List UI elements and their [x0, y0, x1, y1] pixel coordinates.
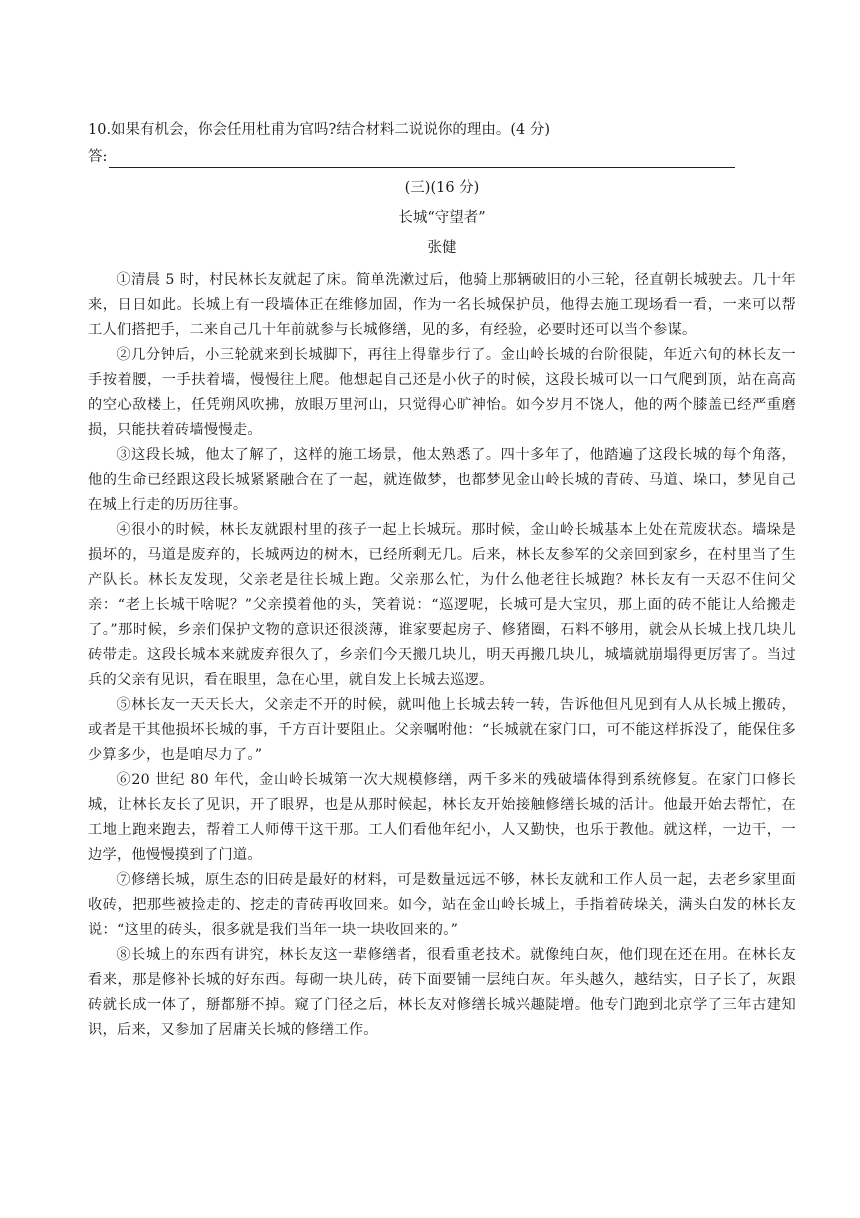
paragraph-5: ⑤林长友一天天长大，父亲走不开的时候，就叫他上长城去转一转，告诉他但凡见到有人从长城上搬砖，或者是干其他损坏长城的事，千方百计要阻止。父亲嘱咐他：“长城就在家门口，可不能这样拆没了，能保住多少算多少，也是咱尽力了。”: [88, 697, 796, 763]
paragraph-4: ④很小的时候，林长友就跟村里的孩子一起上长城玩。那时候，金山岭长城基本上处在荒废状态。墙垛是损坏的，马道是废弃的，长城两边的树木，已经所剩无几。后来，林长友参军的父亲回到家乡，在村里当了生产队长。林长友发现，父亲老是往长城上跑。父亲那么忙，为什么他老往长城跑？林长友有一天忍不住问父亲：“老上长城干啥呢？”父亲摸着他的头，笑着说：“巡逻呢，长城可是大宝贝，那上面的砖不能让人给搬走了。”那时候，乡亲们保护文物的意识还很淡薄，谁家要起房子、修猪圈，石料不够用，就会从长城上找几块儿砖带走。这段长城本来就废弃很久了，乡亲们今天搬几块儿，明天再搬几块儿，城墙就崩塌得更厉害了。当过兵的父亲有见识，看在眼里，急在心里，就自发上长城去巡逻。: [88, 522, 796, 688]
article-title: 长城“守望者”: [398, 210, 486, 226]
answer-blank-line[interactable]: [109, 151, 735, 168]
answer-label: 答:: [88, 149, 108, 165]
paragraph-3: ③这段长城，他太了解了，这样的施工场景，他太熟悉了。四十多年了，他踏遍了这段长城的每个角落，他的生命已经跟这段长城紧紧融合在了一起，就连做梦，也都梦见金山岭长城的青砖、马道、垛口，梦见自己在城上行走的历历往事。: [88, 447, 796, 513]
article-author: 张健: [427, 240, 457, 256]
document-page: [88, 118, 796, 1043]
paragraph-6: ⑥20 世纪 80 年代，金山岭长城第一次大规模修缮，两千多米的残破墙体得到系统修复。在家门口修长城，让林长友长了见识，开了眼界，也是从那时候起，林长友开始接触修缮长城的活计。他最开始去帮忙，在工地上跑来跑去，帮着工人师傅干这干那。工人们看他年纪小，人又勤快，也乐于教他。就这样，一边干，一边学，他慢慢摸到了门道。: [88, 772, 796, 863]
paragraph-8: ⑧长城上的东西有讲究，林长友这一辈修缮者，很看重老技术。就像纯白灰，他们现在还在用。在林长友看来，那是修补长城的好东西。每砌一块儿砖，砖下面要铺一层纯白灰。年头越久，越结实，日子长了，灰跟砖就长成一体了，掰都掰不掉。窥了门径之后，林长友对修缮长城兴趣陡增。他专门跑到北京学了三年古建知识，后来，又参加了居庸关长城的修缮工作。: [88, 947, 796, 1038]
section-heading: (三)(16 分): [404, 180, 480, 196]
question-10: 10.如果有机会，你会任用杜甫为官吗?结合材料二说说你的理由。(4 分): [88, 122, 550, 138]
answer-row: [88, 146, 796, 168]
paragraph-2: ②几分钟后，小三轮就来到长城脚下，再往上得靠步行了。金山岭长城的台阶很陡，年近六旬的林长友一手按着腰，一手扶着墙，慢慢往上爬。他想起自己还是小伙子的时候，这段长城可以一口气爬到顶，站在高高的空心敌楼上，任凭朔风吹拂，放眼万里河山，只觉得心旷神怡。如今岁月不饶人，他的两个膝盖已经严重磨损，只能扶着砖墙慢慢走。: [88, 347, 796, 438]
article-body: [88, 268, 796, 1043]
paragraph-7: ⑦修缮长城，原生态的旧砖是最好的材料，可是数量远远不够，林长友就和工作人员一起，去老乡家里面收砖，把那些被捡走的、挖走的青砖再收回来。如今，站在金山岭长城上，手指着砖垛关，满头白发的林长友说：“这里的砖头，很多就是我们当年一块一块收回来的。”: [88, 872, 796, 938]
paragraph-1: ①清晨 5 时，村民林长友就起了床。简单洗漱过后，他骑上那辆破旧的小三轮，径直朝长城驶去。几十年来，日日如此。长城上有一段墙体正在维修加固，作为一名长城保护员，他得去施工现场看一看，一来可以帮工人们搭把手，二来自己几十年前就参与长城修缮，见的多，有经验，必要时还可以当个参谋。: [88, 272, 796, 338]
